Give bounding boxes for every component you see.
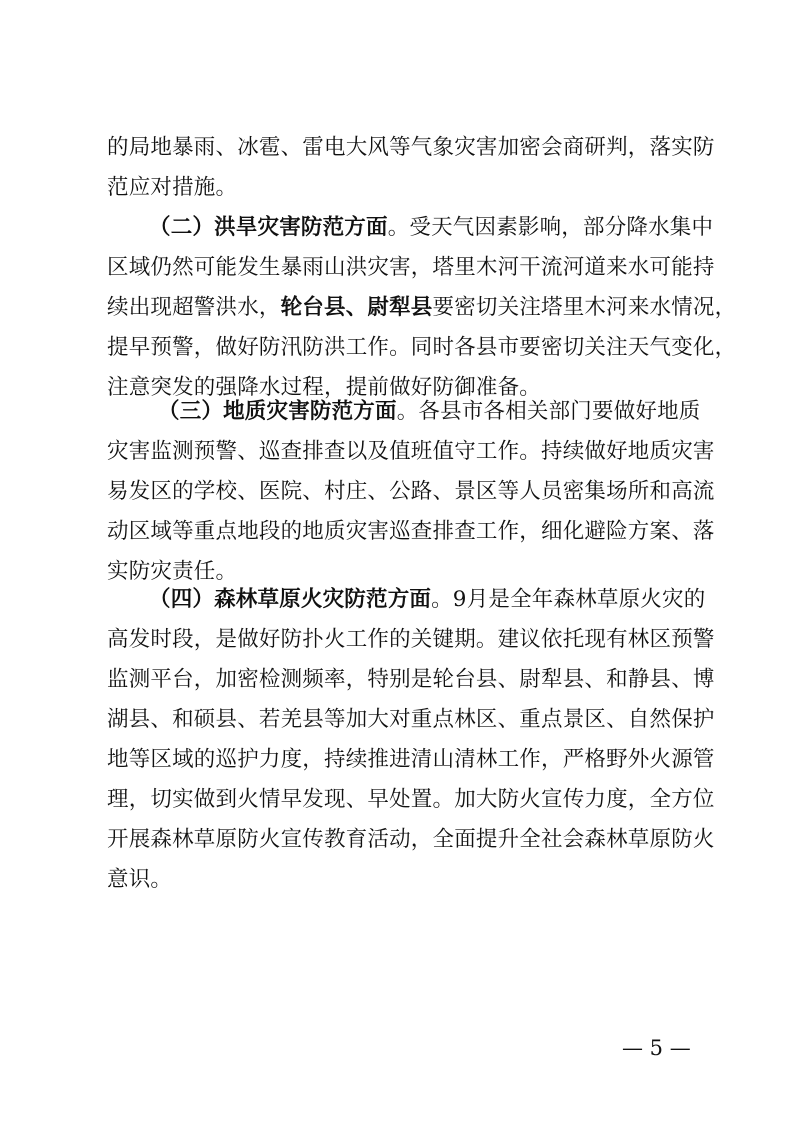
paragraph-line (107, 328, 737, 368)
paragraph-line (107, 860, 699, 900)
section-heading: （二）洪旱灾害防范方面 (149, 215, 388, 240)
paragraph-line (149, 208, 714, 248)
paragraph-line (158, 392, 699, 432)
paragraph-line (107, 820, 715, 860)
paragraph-line (107, 168, 699, 208)
section-heading: （四）森林草原火灾防范方面 (149, 587, 432, 612)
line-text: 理，切实做到火情早发现、早处置。加大防火宣传力度，全方位 (107, 787, 715, 812)
line-text: 注意突发的强降水过程，提前做好防御准备。 (107, 375, 542, 400)
line-text: 动区域等重点地段的地质灾害巡查排查工作，细化避险方案、落 (107, 519, 715, 544)
emphasized-counties: 轮台县、尉犁县 (280, 295, 433, 320)
line-text: 地等区域的巡护力度，持续推进清山清林工作，严格野外火源管 (107, 747, 715, 772)
line-text: 。受天气因素影响，部分降水集中 (387, 215, 714, 240)
paragraph-line (107, 248, 715, 288)
line-text: 。各县市各相关部门要做好地质 (396, 399, 701, 424)
line-text: 湖县、和硕县、若羌县等加大对重点林区、重点景区、自然保护 (107, 707, 715, 732)
line-text: 。9月是全年森林草原火灾的 (431, 587, 706, 612)
paragraph-line (107, 472, 715, 512)
paragraph-line (149, 580, 706, 620)
line-text: 开展森林草原防火宣传教育活动，全面提升全社会森林草原防火 (107, 827, 715, 852)
line-text: 要密切关注塔里木河来水情况， (432, 295, 737, 320)
line-text: 监测平台，加密检测频率，特别是轮台县、尉犁县、和静县、博 (107, 667, 715, 692)
line-text: 意识。 (107, 867, 173, 892)
page-number: — 5 — (622, 1036, 691, 1060)
line-text: 范应对措施。 (107, 175, 238, 200)
paragraph-line (107, 740, 715, 780)
line-text: 续出现超警洪水， (107, 295, 281, 320)
paragraph-line (107, 128, 715, 168)
line-text: 提早预警，做好防汛防洪工作。同时各县市要密切关注天气变化， (107, 335, 737, 360)
paragraph-line (107, 432, 715, 472)
line-text: 的局地暴雨、冰雹、雷电大风等气象灾害加密会商研判，落实防 (107, 135, 715, 160)
paragraph-line (107, 288, 737, 328)
line-text: 灾害监测预警、巡查排查以及值班值守工作。持续做好地质灾害 (107, 439, 715, 464)
line-text: 实防灾责任。 (107, 559, 238, 584)
section-heading: （三）地质灾害防范方面 (158, 399, 397, 424)
paragraph-line (107, 620, 715, 660)
line-text: 高发时段，是做好防扑火工作的关键期。建议依托现有林区预警 (107, 627, 715, 652)
paragraph-line (107, 780, 715, 820)
line-text: 易发区的学校、医院、村庄、公路、景区等人员密集场所和高流 (107, 479, 715, 504)
line-text: 区域仍然可能发生暴雨山洪灾害，塔里木河干流河道来水可能持 (107, 255, 715, 280)
paragraph-line (107, 660, 715, 700)
paragraph-line (107, 512, 715, 552)
paragraph-line (107, 700, 715, 740)
